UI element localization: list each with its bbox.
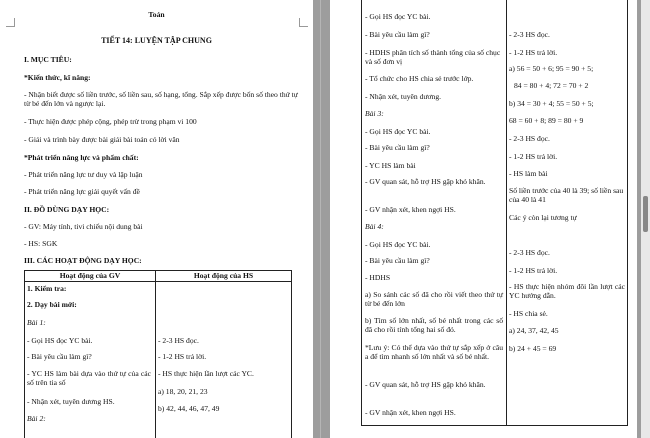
teacher-note: *Lưu ý: Có thể dựa vào thứ tự sắp xếp ở câu a để tìm nhanh số lớn nhất và số bé nhất.: [365, 343, 503, 361]
teacher-step: - Bài yêu cầu làm gì?: [365, 30, 430, 39]
student-step: - HS thực hiện nhóm đôi lần lượt các YC hướng dẫn.: [509, 282, 625, 300]
student-step: a) 18, 20, 21, 23: [158, 387, 208, 396]
document-page-2: [330, 0, 637, 438]
student-step: a) 56 = 50 + 6; 95 = 90 + 5;: [509, 64, 594, 73]
step-heading: 1. Kiểm tra:: [27, 284, 67, 293]
exercise-label: Bài 4:: [365, 222, 384, 231]
student-step: - 1-2 HS trả lời.: [509, 152, 558, 161]
materials-item: - HS: SGK: [24, 239, 58, 248]
teacher-step: - GV nhận xét, khen ngợi HS.: [365, 408, 456, 417]
teacher-step: - YC HS làm bài dựa vào thứ tự của các số trên tia số: [27, 369, 151, 387]
student-step: - 2-3 HS đọc.: [509, 134, 550, 143]
margin-corner: [6, 18, 15, 27]
section-heading: I. MỤC TIÊU:: [24, 55, 72, 64]
exercise-label: Bài 3:: [365, 109, 384, 118]
student-step: b) 42, 44, 46, 47, 49: [158, 404, 220, 413]
student-step: - 1-2 HS trả lời.: [509, 266, 558, 275]
competence-item: - Phát triển năng lực giải quyết vấn đề: [24, 187, 140, 196]
teacher-step: a) So sánh các số đã cho rồi viết theo thứ tự từ bé đến lớn: [365, 290, 503, 308]
teacher-step: - Tổ chức cho HS chia sẻ trước lớp.: [365, 74, 474, 83]
table-header: Hoạt động của HS: [193, 271, 254, 280]
document-page-1: [0, 0, 313, 438]
teacher-step: - Nhận xét, tuyên dương HS.: [27, 397, 115, 406]
knowledge-item: - Thực hiện được phép cộng, phép trừ trong phạm vi 100: [24, 117, 197, 126]
page-gap: [320, 0, 321, 438]
student-step: a) 24, 37, 42, 45: [509, 326, 559, 335]
exercise-label: Bài 1:: [27, 318, 46, 327]
teacher-step: - Gọi HS đọc YC bài.: [365, 127, 431, 136]
teacher-step: - YC HS làm bài: [365, 161, 416, 170]
student-step: Các ý còn lại tương tự: [509, 213, 577, 222]
teacher-step: - Bài yêu cầu làm gì?: [365, 143, 430, 152]
scrollbar-thumb[interactable]: [643, 196, 648, 232]
student-step: Số liền trước của 40 là 39; số liền sau của 40 là 41: [509, 186, 624, 204]
teacher-step: b) Tìm số lớn nhất, số bé nhất trong các số đã cho rồi tính tổng hai số đó.: [365, 316, 503, 334]
knowledge-item: - Nhận biết được số liền trước, số liền sau, số hạng, tổng. Sắp xếp được bốn số theo thứ tự từ bé đến lớn và ngược lại.: [24, 90, 298, 108]
teacher-step: - Nhận xét, tuyên dương.: [365, 92, 442, 101]
section-heading: II. ĐỒ DÙNG DẠY HỌC:: [24, 205, 110, 214]
student-step: - 1-2 HS trả lời.: [509, 48, 558, 57]
student-step: - HS thực hiện lần lượt các YC.: [158, 369, 254, 378]
subject-title: Toán: [148, 10, 165, 19]
student-step: - HS làm bài: [509, 169, 548, 178]
teacher-step: - Bài yêu cầu làm gì?: [365, 256, 430, 265]
competence-item: - Phát triển năng lực tư duy và lập luận: [24, 170, 143, 179]
student-step: - 2-3 HS đọc.: [509, 248, 550, 257]
materials-item: - GV: Máy tính, tivi chiếu nội dung bài: [24, 222, 143, 231]
teacher-step: - HDHS phân tích số thành tổng của số chục và số đơn vị: [365, 48, 501, 66]
exercise-label: Bài 2:: [27, 414, 46, 423]
student-step: 68 = 60 + 8; 89 = 80 + 9: [509, 116, 584, 125]
competence-heading: *Phát triển năng lực và phẩm chất:: [24, 153, 139, 162]
teacher-step: - Bài yêu cầu làm gì?: [27, 352, 92, 361]
lesson-title: TIẾT 14: LUYỆN TẬP CHUNG: [101, 36, 212, 45]
teacher-step: - Gọi HS đọc YC bài.: [365, 240, 431, 249]
table-header: Hoạt động của GV: [59, 271, 121, 280]
knowledge-item: - Giải và trình bày được bài giải bài toán có lời văn: [24, 135, 180, 144]
student-step: - 1-2 HS trả lời.: [158, 352, 207, 361]
student-step: - 2-3 HS đọc.: [509, 30, 550, 39]
teacher-step: - Gọi HS đọc YC bài.: [365, 12, 431, 21]
student-step: - HS chia sẻ.: [509, 309, 548, 318]
student-step: b) 24 + 45 = 69: [509, 344, 557, 353]
step-heading: 2. Dạy bài mới:: [27, 300, 77, 309]
teacher-step: - GV nhận xét, khen ngợi HS.: [365, 205, 456, 214]
teacher-step: - GV quan sát, hỗ trợ HS gặp khó khăn.: [365, 380, 486, 389]
student-step: - 2-3 HS đọc.: [158, 336, 199, 345]
teacher-step: - GV quan sát, hỗ trợ HS gặp khó khăn.: [365, 177, 486, 186]
vertical-scrollbar[interactable]: [641, 0, 650, 438]
student-step: b) 34 = 30 + 4; 55 = 50 + 5;: [509, 99, 594, 108]
margin-corner: [299, 18, 308, 27]
knowledge-heading: *Kiến thức, kĩ năng:: [24, 73, 91, 82]
student-step: 84 = 80 + 4; 72 = 70 + 2: [514, 81, 589, 90]
section-heading: III. CÁC HOẠT ĐỘNG DẠY HỌC:: [24, 256, 142, 265]
teacher-step: - HDHS: [365, 273, 391, 282]
teacher-step: - Gọi HS đọc YC bài.: [27, 336, 93, 345]
